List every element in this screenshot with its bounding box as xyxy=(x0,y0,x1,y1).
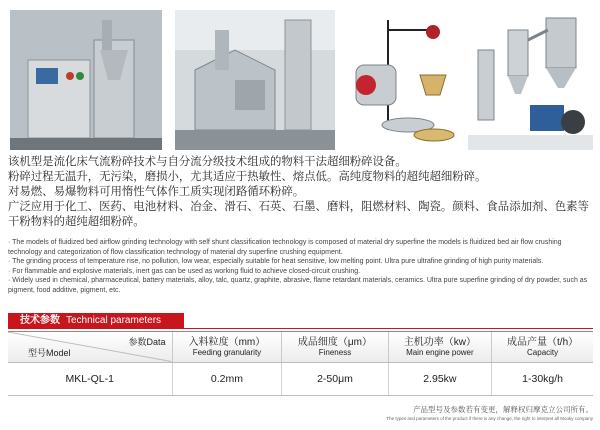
description-en-line: · For flammable and explosive materials, inert gas can be used as working fluid to achieve closed-circuit crushing. xyxy=(8,267,361,275)
product-photo-strip xyxy=(10,10,593,150)
product-photo-mill-unit xyxy=(348,10,460,150)
description-cn-line: 广泛应用于化工、医药、电池材料、冶金、滑石、石英、石墨、磨料，阻燃材料、陶瓷。颜料、食品添加剂、色素等干粉物料的超纯超细粉碎。 xyxy=(8,199,589,228)
main-engine-power-cell: 2.95kw xyxy=(388,362,492,395)
column-header-cn: 成品细度（μm） xyxy=(297,336,373,348)
column-header-power xyxy=(388,332,492,362)
feeding-granularity-cell: 0.2mm xyxy=(172,362,282,395)
column-header-cn: 入料粒度（mm） xyxy=(188,336,266,348)
column-header-en: Fineness xyxy=(318,347,352,357)
technical-parameters-table xyxy=(8,332,593,396)
product-photo-production-line xyxy=(175,10,335,150)
capacity-cell: 1-30kg/h xyxy=(492,362,593,395)
footer-note-en: The types and parameters of the product if there is any change, the right to interpret all Mooky company xyxy=(386,416,593,421)
product-photo-classifier-system xyxy=(468,10,593,150)
corner-data-label: 参数Data xyxy=(128,337,166,347)
description-cn-line: 对易燃、易爆物料可用惰性气体作工质实现闭路循环粉碎。 xyxy=(8,184,305,198)
footer-note-cn: 产品型号及参数若有变更，解释权归摩克立公司所有。 xyxy=(413,405,593,414)
corner-model-label: 型号Model xyxy=(28,347,71,358)
section-title-cn: 技术参数 xyxy=(20,315,60,326)
description-en-line: · The models of fluidized bed airflow grinding technology with self shunt classification technology is composed of material dry superfine the models is fluidized bed air flow crushing technology and categorization of flow classification technology of material dry superfine crushing equipment. xyxy=(8,239,562,256)
description-english xyxy=(8,238,593,296)
column-header-en: Main engine power xyxy=(406,347,474,357)
table-header-row xyxy=(8,332,593,362)
column-header-cn: 主机功率（kw） xyxy=(403,336,476,348)
description-chinese xyxy=(8,154,593,229)
table-corner-cell xyxy=(8,332,172,362)
technical-parameters-header xyxy=(8,313,593,329)
table-row xyxy=(8,362,593,395)
column-header-cn: 成品产量（t/h） xyxy=(507,336,579,348)
section-title-en: Technical parameters xyxy=(66,315,162,326)
column-header-en: Capacity xyxy=(527,347,559,357)
description-en-line: · Widely used in chemical, pharmaceutical, battery materials, alloy, talc, quartz, graphite, abrasive, flame retardant materials, ceramics. Ultra pure superfine grinding of dry powder, such as pigment, food additive, pigment, etc. xyxy=(8,277,588,294)
section-divider xyxy=(184,328,593,329)
column-header-feeding xyxy=(172,332,282,362)
column-header-capacity xyxy=(492,332,593,362)
description-cn-line: 粉碎过程无温升，无污染，磨损小，尤其适应于热敏性、熔点低。高纯度物料的超纯超细粉碎。 xyxy=(8,169,487,183)
section-title-badge xyxy=(8,313,184,329)
fineness-cell: 2-50μm xyxy=(282,362,388,395)
description-en-line: · The grinding process of temperature rise, no pollution, low wear, especially suitable for heat sensitive, low melting point. Ultra pure ultrafine grinding of high purity materials. xyxy=(8,258,544,266)
product-photo-grinder-control-cabinet xyxy=(10,10,162,150)
model-cell: MKL-QL-1 xyxy=(8,362,172,395)
column-header-fineness xyxy=(282,332,388,362)
footer-note xyxy=(386,405,593,422)
description-cn-line: 该机型是流化床气流粉碎技术与自分流分级技术组成的物料干法超细粉碎设备。 xyxy=(8,154,407,168)
column-header-en: Feeding granularity xyxy=(192,347,262,357)
